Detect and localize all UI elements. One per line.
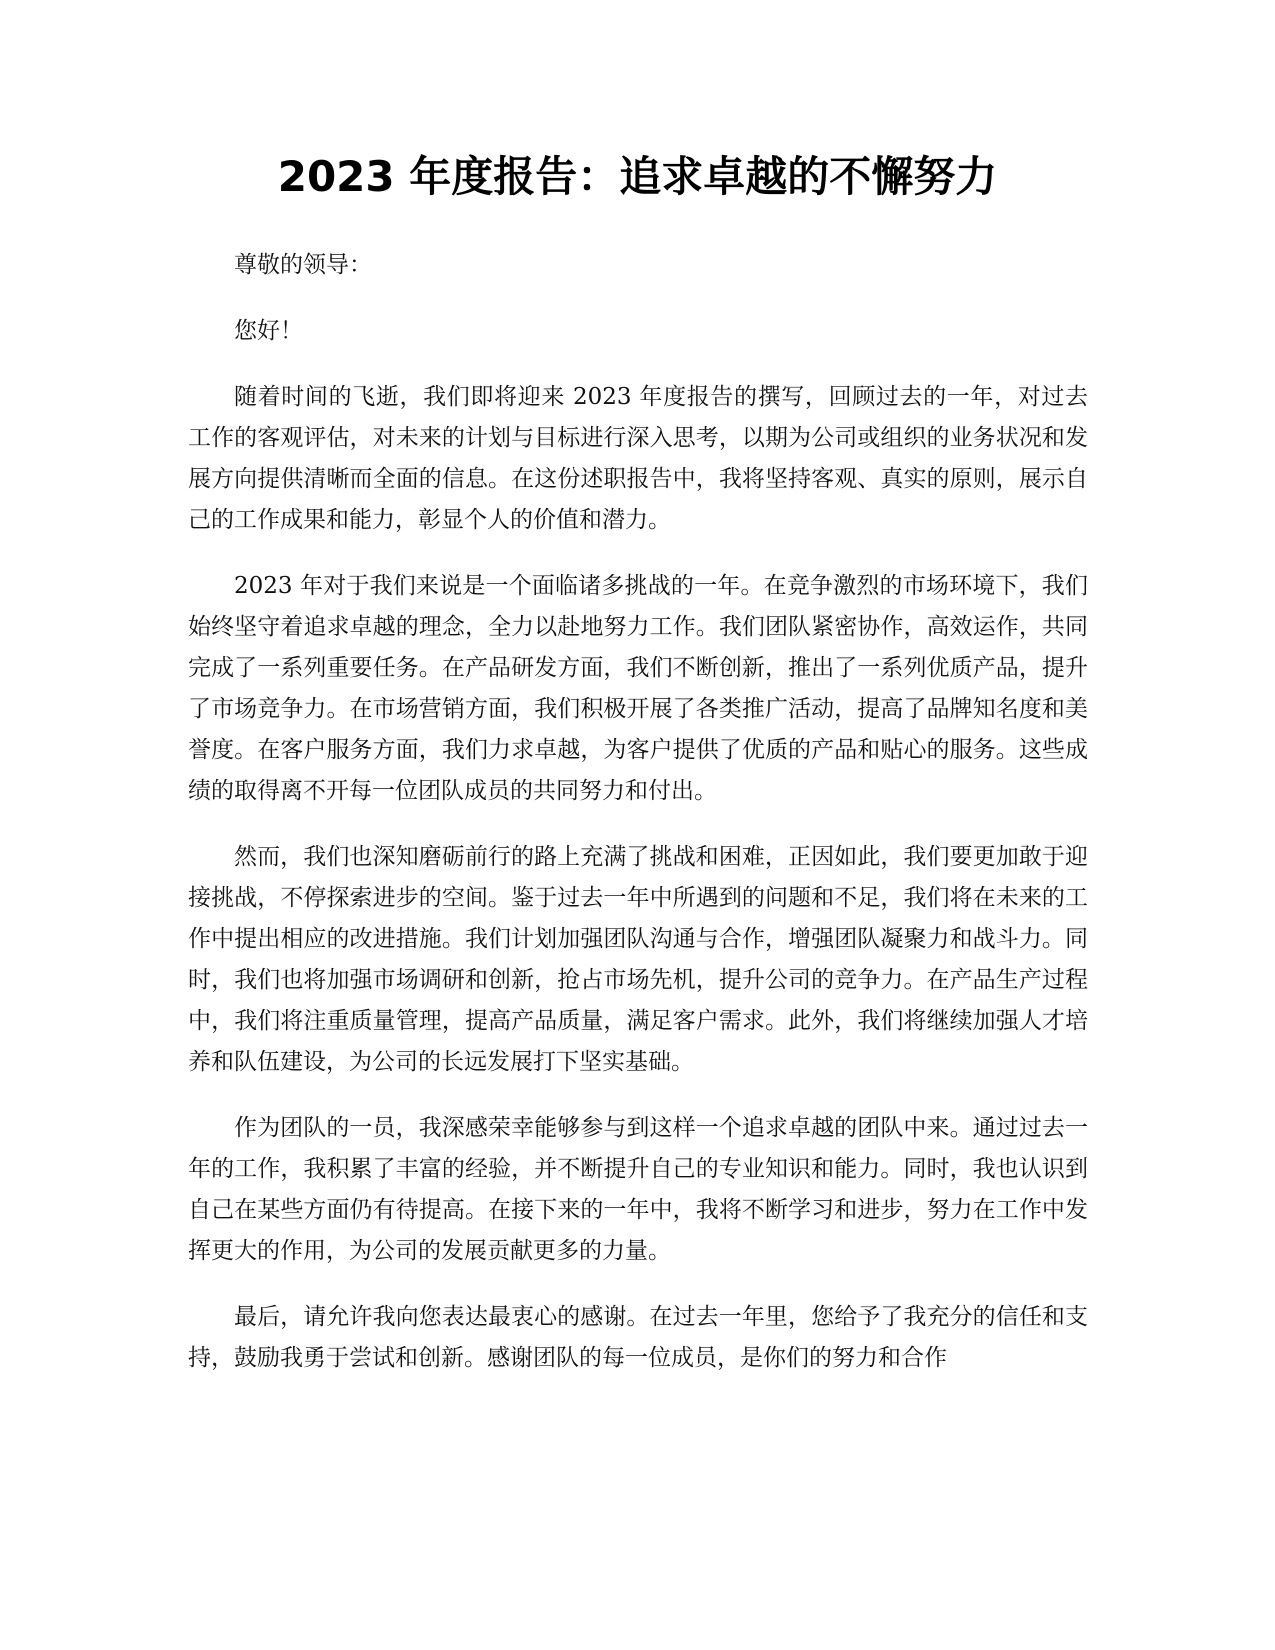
document-title: 2023 年度报告：追求卓越的不懈努力 — [277, 152, 998, 201]
greeting: 您好！ — [234, 318, 303, 344]
paragraph: 随着时间的飞逝，我们即将迎来 2023 年度报告的撰写，回顾过去的一年，对过去工作的客观评估，对未来的计划与目标进行深入思考，以期为公司或组织的业务状况和发展方向提供清晰而全面的信息。在这份述职报告中，我将坚持客观、真实的原则，展示自己的工作成果和能力，彰显个人的价值和潜力。 — [188, 384, 1088, 533]
paragraph: 最后，请允许我向您表达最衷心的感谢。在过去一年里，您给予了我充分的信任和支持，鼓励我勇于尝试和创新。感谢团队的每一位成员，是你们的努力和合作 — [188, 1304, 1088, 1371]
paragraph: 作为团队的一员，我深感荣幸能够参与到这样一个追求卓越的团队中来。通过过去一年的工作，我积累了丰富的经验，并不断提升自己的专业知识和能力。同时，我也认识到自己在某些方面仍有待提高。在接下来的一年中，我将不断学习和进步，努力在工作中发挥更大的作用，为公司的发展贡献更多的力量。 — [188, 1115, 1088, 1264]
paragraph: 然而，我们也深知磨砺前行的路上充满了挑战和困难，正因如此，我们要更加敢于迎接挑战，不停探索进步的空间。鉴于过去一年中所遇到的问题和不足，我们将在未来的工作中提出相应的改进措施。我们计划加强团队沟通与合作，增强团队凝聚力和战斗力。同时，我们也将加强市场调研和创新，抢占市场先机，提升公司的竞争力。在产品生产过程中，我们将注重质量管理，提高产品质量，满足客户需求。此外，我们将继续加强人才培养和队伍建设，为公司的长远发展打下坚实基础。 — [188, 844, 1088, 1075]
document-body — [188, 245, 1088, 1404]
paragraph: 2023 年对于我们来说是一个面临诸多挑战的一年。在竞争激烈的市场环境下，我们始终坚守着追求卓越的理念，全力以赴地努力工作。我们团队紧密协作，高效运作，共同完成了一系列重要任务。在产品研发方面，我们不断创新，推出了一系列优质产品，提升了市场竞争力。在市场营销方面，我们积极开展了各类推广活动，提高了品牌知名度和美誉度。在客户服务方面，我们力求卓越，为客户提供了优质的产品和贴心的服务。这些成绩的取得离不开每一位团队成员的共同努力和付出。 — [188, 573, 1088, 804]
salutation: 尊敬的领导： — [234, 252, 372, 278]
